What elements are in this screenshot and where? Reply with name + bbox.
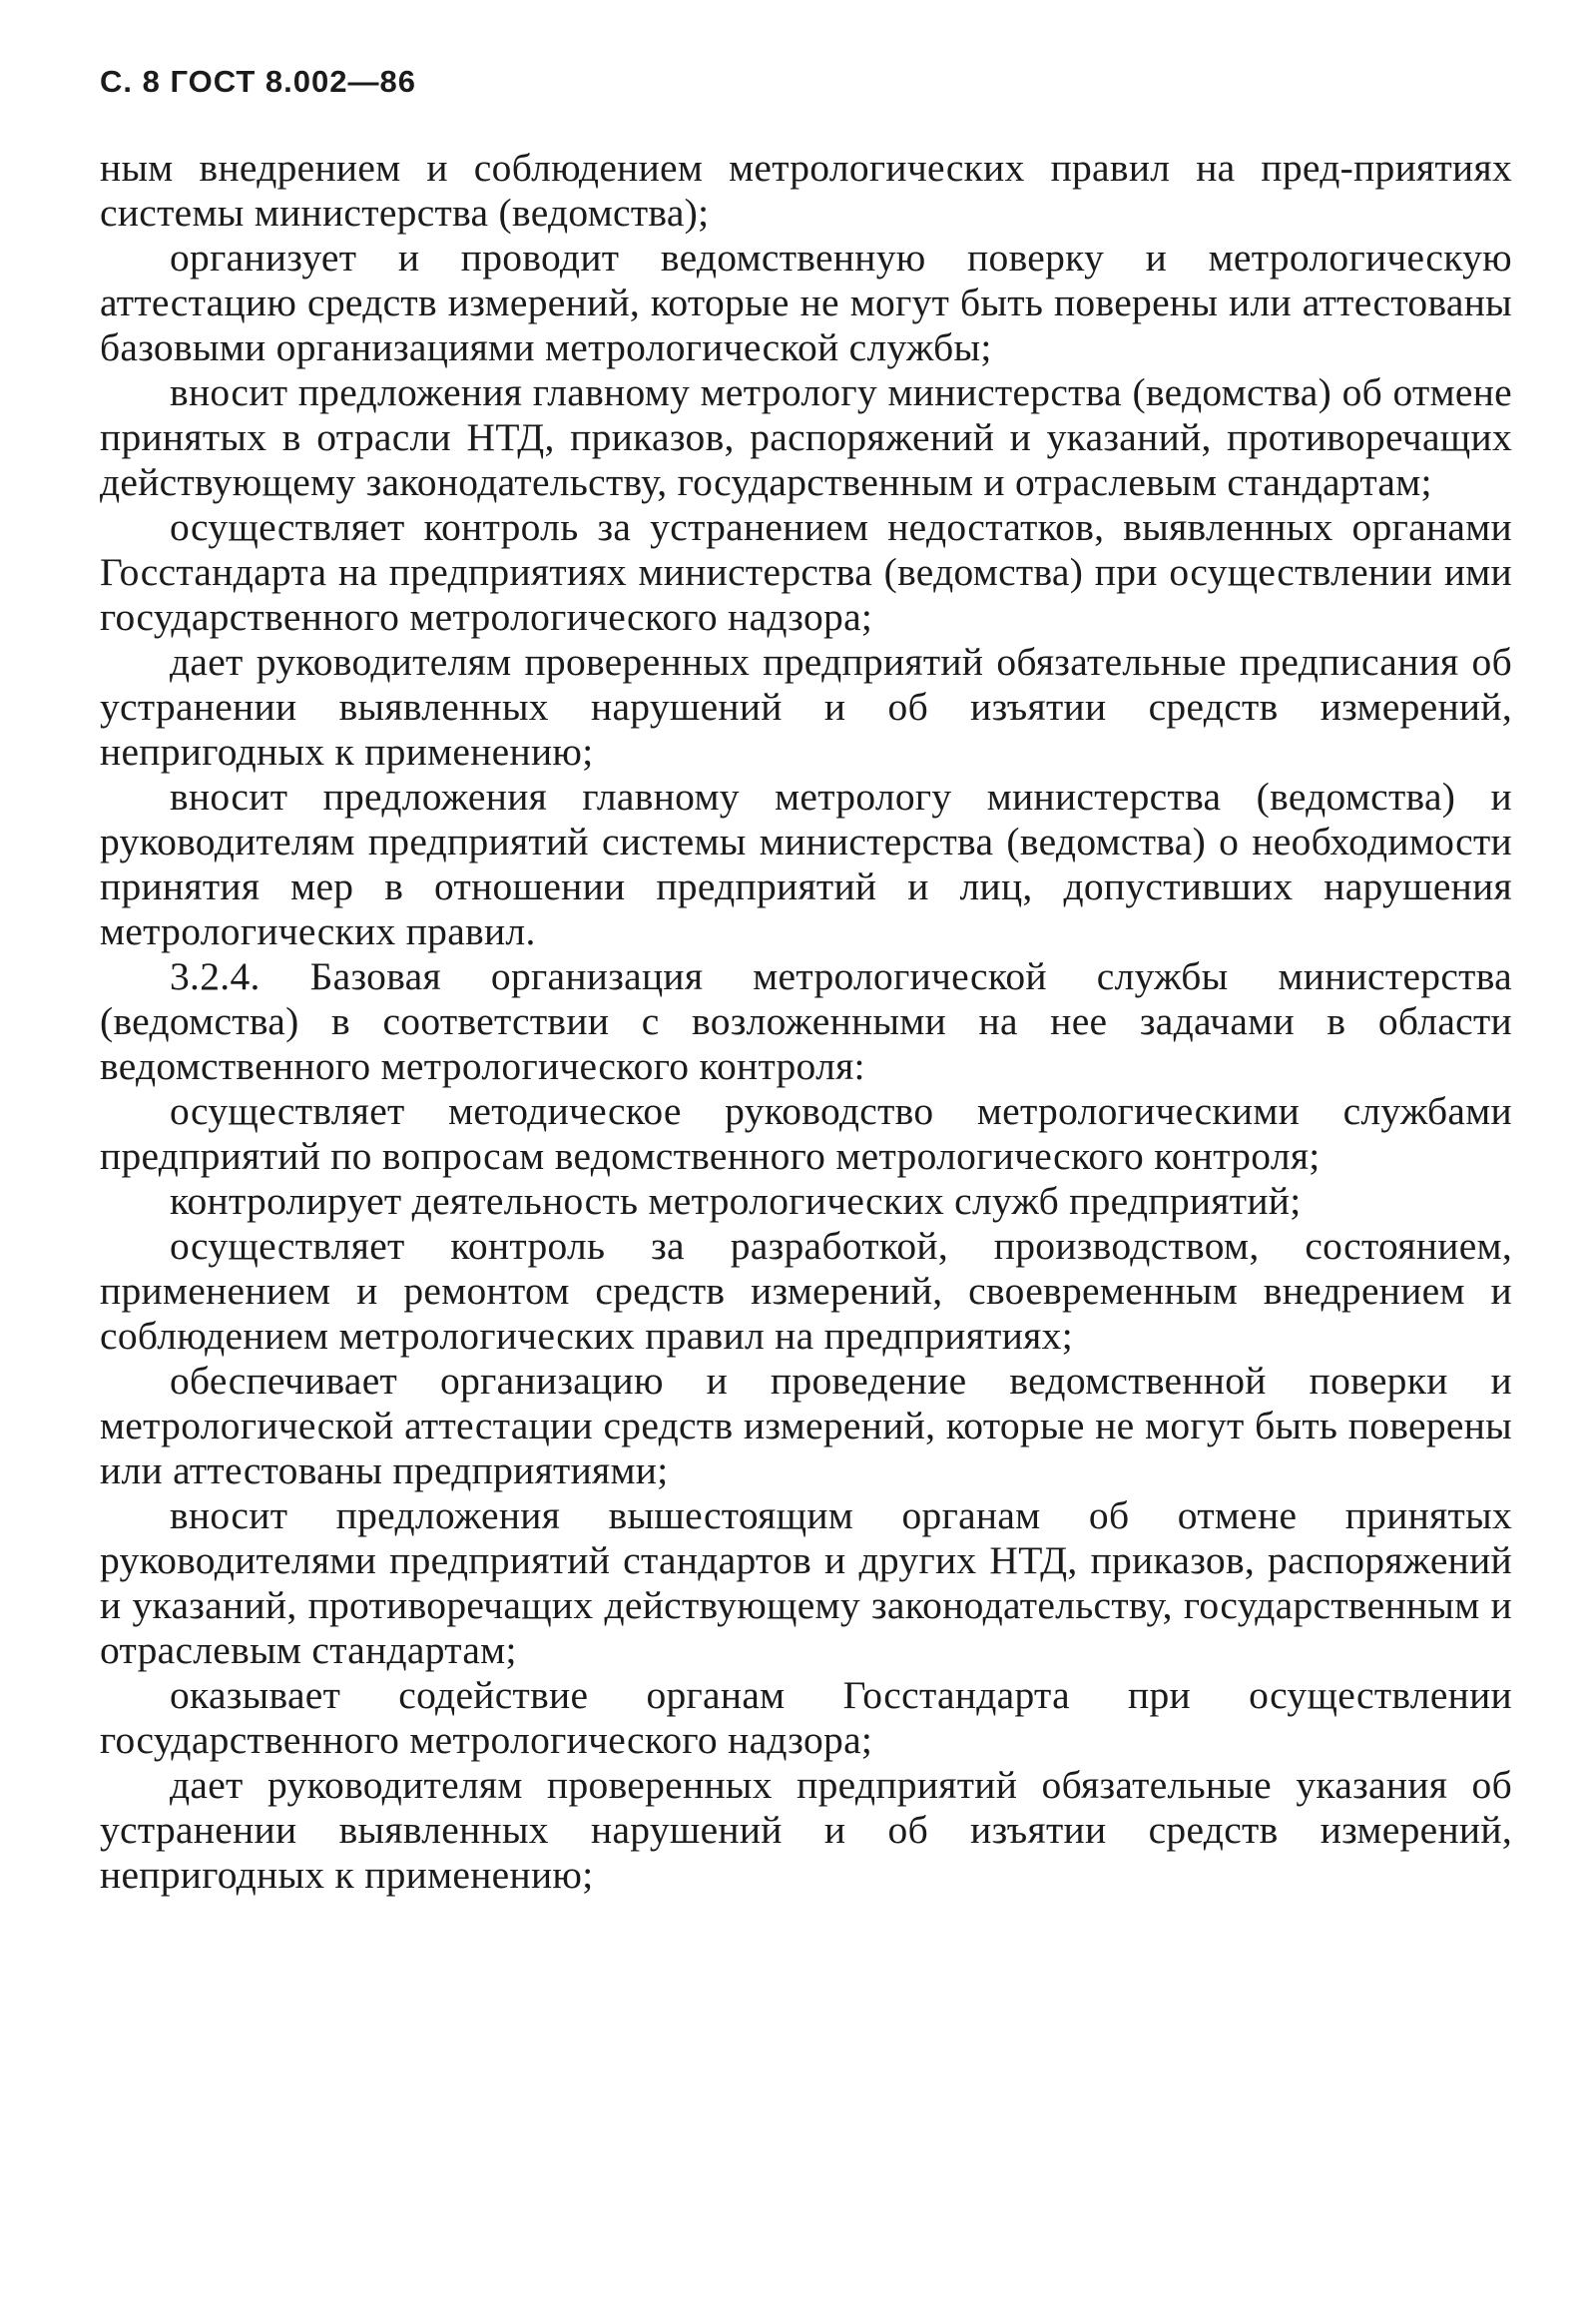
- paragraph-10: осуществляет контроль за разработкой, производством, состоянием, применением и ремонтом средств измерений, своевременным внедрением и соблюдением метрологических правил на предприятиях;: [100, 1224, 1512, 1358]
- document-page: [100, 62, 1512, 1898]
- paragraph-14: дает руководителям проверенных предприятий обязательные указания об устранении выявленных нарушений и об изъятии средств измерений, непригодных к применению;: [100, 1763, 1512, 1897]
- paragraph-12: вносит предложения вышестоящим органам об отмене принятых руководителями предприятий стандартов и других НТД, приказов, распоряжений и указаний, противоречащих действующему законодательству, государственным и отраслевым стандартам;: [100, 1493, 1512, 1672]
- paragraph-13: оказывает содействие органам Госстандарта при осуществлении государственного метрологического надзора;: [100, 1673, 1512, 1762]
- paragraph-4: осуществляет контроль за устранением недостатков, выявленных органами Госстандарта на предприятиях министерства (ведомства) при осуществлении ими государственного метрологического надзора;: [100, 505, 1512, 639]
- paragraph-2: организует и проводит ведомственную поверку и метрологическую аттестацию средств измерений, которые не могут быть поверены или аттестованы базовыми организациями метрологической службы;: [100, 236, 1512, 369]
- section-3-2-4: 3.2.4. Базовая организация метрологической службы министерства (ведомства) в соответствии с возложенными на нее задачами в области ведомственного метрологического контроля:: [100, 954, 1512, 1088]
- paragraph-6: вносит предложения главному метрологу министерства (ведомства) и руководителям предприятий системы министерства (ведомства) о необходимости принятия мер в отношении предприятий и лиц, допустивших нарушения метрологических правил.: [100, 775, 1512, 953]
- paragraph-9: контролирует деятельность метрологических служб предприятий;: [170, 1179, 1302, 1223]
- paragraph-5: дает руководителям проверенных предприятий обязательные предписания об устранении выявленных нарушений и об изъятии средств измерений, непригодных к применению;: [100, 640, 1512, 774]
- document-body: [100, 146, 1512, 1898]
- paragraph-3: вносит предложения главному метрологу министерства (ведомства) об отмене принятых в отрасли НТД, приказов, распоряжений и указаний, противоречащих действующему законодательству, государственным и отраслевым стандартам;: [100, 370, 1512, 504]
- paragraph-11: обеспечивает организацию и проведение ведомственной поверки и метрологической аттестации средств измерений, которые не могут быть поверены или аттестованы предприятиями;: [100, 1359, 1512, 1492]
- paragraph-8: осуществляет методическое руководство метрологическими службами предприятий по вопросам ведомственного метрологического контроля;: [100, 1089, 1512, 1178]
- page-header: С. 8 ГОСТ 8.002—86: [100, 64, 416, 99]
- paragraph-1: ным внедрением и соблюдением метрологических правил на пред-приятиях системы министерства (ведомства);: [100, 146, 1512, 235]
